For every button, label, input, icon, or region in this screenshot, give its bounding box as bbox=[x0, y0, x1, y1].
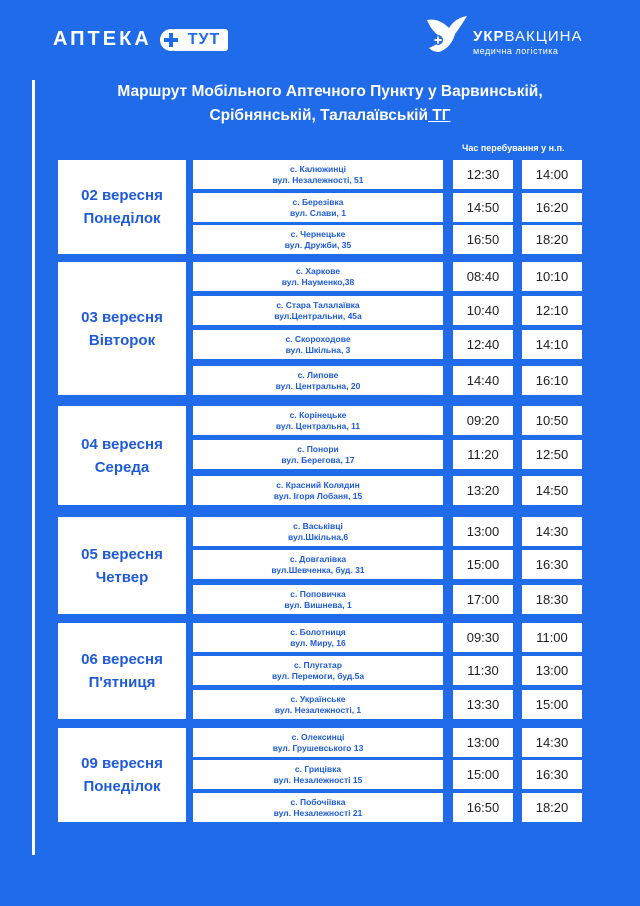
stop-street: вул. Слави, 1 bbox=[290, 207, 346, 218]
departure-time: 18:20 bbox=[522, 793, 582, 822]
day-box bbox=[58, 728, 186, 822]
logo-brand-text: АПТЕКА bbox=[53, 28, 152, 50]
departure-time: 12:10 bbox=[522, 296, 582, 325]
departure-time: 14:50 bbox=[522, 476, 582, 505]
departure-time: 14:30 bbox=[522, 517, 582, 546]
stop-village: с. Українське bbox=[290, 693, 346, 704]
stop-location bbox=[193, 366, 443, 395]
pharmacy-plus-icon bbox=[160, 29, 182, 51]
stop-location bbox=[193, 406, 443, 435]
stop-street: вул. Перемоги, буд.5а bbox=[271, 670, 365, 681]
stop-village: с. Понори bbox=[297, 443, 339, 454]
departure-time: 18:20 bbox=[522, 225, 582, 254]
day-weekday: Вівторок bbox=[88, 331, 156, 349]
stop-location bbox=[193, 517, 443, 546]
arrival-time: 14:40 bbox=[453, 366, 513, 395]
title-line-2: Срібнянській, Талалаївській ТГ bbox=[209, 107, 451, 124]
arrival-time: 15:00 bbox=[453, 550, 513, 579]
stop-village: с. Васьківці bbox=[293, 520, 343, 531]
stop-street: вул. Дружби, 35 bbox=[284, 239, 352, 250]
decorative-side-line bbox=[32, 80, 35, 855]
stop-street: вул. Науменко,38 bbox=[281, 276, 355, 287]
page-title bbox=[60, 80, 600, 128]
stop-village: с. Березівка bbox=[292, 196, 344, 207]
departure-time: 11:00 bbox=[522, 623, 582, 652]
departure-time: 16:30 bbox=[522, 550, 582, 579]
departure-time: 10:10 bbox=[522, 262, 582, 291]
arrival-time: 15:00 bbox=[453, 760, 513, 789]
stop-street: вул. Центральна, 11 bbox=[275, 420, 361, 431]
arrival-time: 12:30 bbox=[453, 160, 513, 189]
stop-village: с. Корінецьке bbox=[289, 409, 347, 420]
stop-street: вул. Шкільна, 3 bbox=[285, 344, 351, 355]
arrival-time: 16:50 bbox=[453, 225, 513, 254]
stop-village: с. Болотниця bbox=[290, 626, 346, 637]
stop-street: вул. Миру, 16 bbox=[290, 637, 346, 648]
stop-village: с. Довгалівка bbox=[289, 553, 347, 564]
ukrvakcina-subtitle: медична логістика bbox=[473, 46, 559, 56]
day-weekday: Четвер bbox=[95, 568, 149, 586]
stop-village: с. Поповичка bbox=[290, 588, 346, 599]
day-date: 02 вересня bbox=[81, 187, 163, 204]
day-box bbox=[58, 160, 186, 254]
stop-street: вул. Незалежності, 51 bbox=[272, 174, 364, 185]
stop-location bbox=[193, 585, 443, 614]
stop-location bbox=[193, 690, 443, 719]
day-box bbox=[58, 406, 186, 505]
day-weekday: Понеділок bbox=[83, 778, 161, 795]
arrival-time: 12:40 bbox=[453, 330, 513, 359]
stop-village: с. Побочіївка bbox=[290, 796, 346, 807]
arrival-time: 09:20 bbox=[453, 406, 513, 435]
day-date: 03 вересня bbox=[81, 308, 163, 326]
stop-street: вул. Грушевського 13 bbox=[272, 742, 364, 753]
stop-village: с. Плугатар bbox=[294, 659, 342, 670]
arrival-time: 13:20 bbox=[453, 476, 513, 505]
departure-time: 18:30 bbox=[522, 585, 582, 614]
stop-location bbox=[193, 623, 443, 652]
day-box bbox=[58, 623, 186, 719]
day-weekday: Середа bbox=[94, 458, 150, 476]
stop-location bbox=[193, 225, 443, 254]
stop-village: с. Чернецьке bbox=[290, 228, 346, 239]
departure-time: 12:50 bbox=[522, 440, 582, 469]
stop-location bbox=[193, 656, 443, 685]
stop-location bbox=[193, 440, 443, 469]
day-weekday: Понеділок bbox=[83, 210, 161, 227]
stop-village: с. Стара Талалаївка bbox=[276, 299, 360, 310]
arrival-time: 13:00 bbox=[453, 728, 513, 757]
ukrvakcina-logo bbox=[425, 14, 582, 56]
departure-time: 10:50 bbox=[522, 406, 582, 435]
stop-street: вул. Незалежності, 1 bbox=[274, 704, 362, 715]
stop-location bbox=[193, 550, 443, 579]
stop-village: с. Харкове bbox=[295, 265, 341, 276]
ukrvakcina-name: УКРВАКЦИНА bbox=[473, 28, 583, 45]
stop-street: вул. Центральна, 20 bbox=[275, 380, 361, 391]
day-weekday: П'ятниця bbox=[88, 674, 156, 691]
day-date: 05 вересня bbox=[81, 545, 163, 563]
stop-street: вул. Ігоря Лобаня, 15 bbox=[273, 490, 363, 501]
arrival-time: 11:30 bbox=[453, 656, 513, 685]
logo-tag-text: ТУТ bbox=[172, 29, 229, 51]
arrival-time: 11:20 bbox=[453, 440, 513, 469]
stop-village: с. Скороходове bbox=[285, 333, 351, 344]
departure-time: 14:00 bbox=[522, 160, 582, 189]
day-box bbox=[58, 517, 186, 614]
stop-street: вул. Берегова, 17 bbox=[281, 454, 355, 465]
stop-village: с. Грицівка bbox=[294, 763, 342, 774]
arrival-time: 17:00 bbox=[453, 585, 513, 614]
departure-time: 14:10 bbox=[522, 330, 582, 359]
arrival-time: 10:40 bbox=[453, 296, 513, 325]
arrival-time: 13:30 bbox=[453, 690, 513, 719]
stop-village: с. Олексинці bbox=[291, 731, 345, 742]
arrival-time: 09:30 bbox=[453, 623, 513, 652]
arrival-time: 14:50 bbox=[453, 193, 513, 222]
arrival-time: 16:50 bbox=[453, 793, 513, 822]
departure-time: 14:30 bbox=[522, 728, 582, 757]
stop-location bbox=[193, 160, 443, 189]
day-date: 04 вересня bbox=[81, 435, 163, 453]
stop-street: вул. Вишнева, 1 bbox=[284, 599, 352, 610]
stop-location bbox=[193, 193, 443, 222]
stop-location bbox=[193, 330, 443, 359]
day-date: 06 вересня bbox=[81, 651, 163, 668]
arrival-time: 13:00 bbox=[453, 517, 513, 546]
stop-location bbox=[193, 728, 443, 757]
apteka-tut-logo bbox=[53, 28, 228, 51]
stop-village: с. Красний Колядин bbox=[276, 479, 360, 490]
time-column-header: Час перебування у н.п. bbox=[462, 143, 565, 153]
arrival-time: 08:40 bbox=[453, 262, 513, 291]
stop-street: вул.Шевченка, буд. 31 bbox=[271, 564, 365, 575]
departure-time: 15:00 bbox=[522, 690, 582, 719]
stop-street: вул. Незалежності 15 bbox=[273, 774, 363, 785]
stop-street: вул. Незалежності 21 bbox=[273, 807, 363, 818]
stop-village: с. Калюжинці bbox=[290, 163, 346, 174]
departure-time: 16:10 bbox=[522, 366, 582, 395]
title-line-1: Маршрут Мобільного Аптечного Пункту у Варвинській, bbox=[117, 83, 543, 100]
stop-location bbox=[193, 760, 443, 789]
stop-location bbox=[193, 476, 443, 505]
stop-location bbox=[193, 262, 443, 291]
dove-icon bbox=[425, 14, 469, 56]
day-date: 09 вересня bbox=[81, 755, 163, 772]
stop-street: вул.Центральни, 45а bbox=[274, 310, 362, 321]
stop-street: вул.Шкільна,6 bbox=[287, 531, 349, 542]
stop-village: с. Липове bbox=[297, 369, 339, 380]
stop-location bbox=[193, 793, 443, 822]
departure-time: 13:00 bbox=[522, 656, 582, 685]
stop-location bbox=[193, 296, 443, 325]
departure-time: 16:30 bbox=[522, 760, 582, 789]
day-box bbox=[58, 262, 186, 395]
departure-time: 16:20 bbox=[522, 193, 582, 222]
